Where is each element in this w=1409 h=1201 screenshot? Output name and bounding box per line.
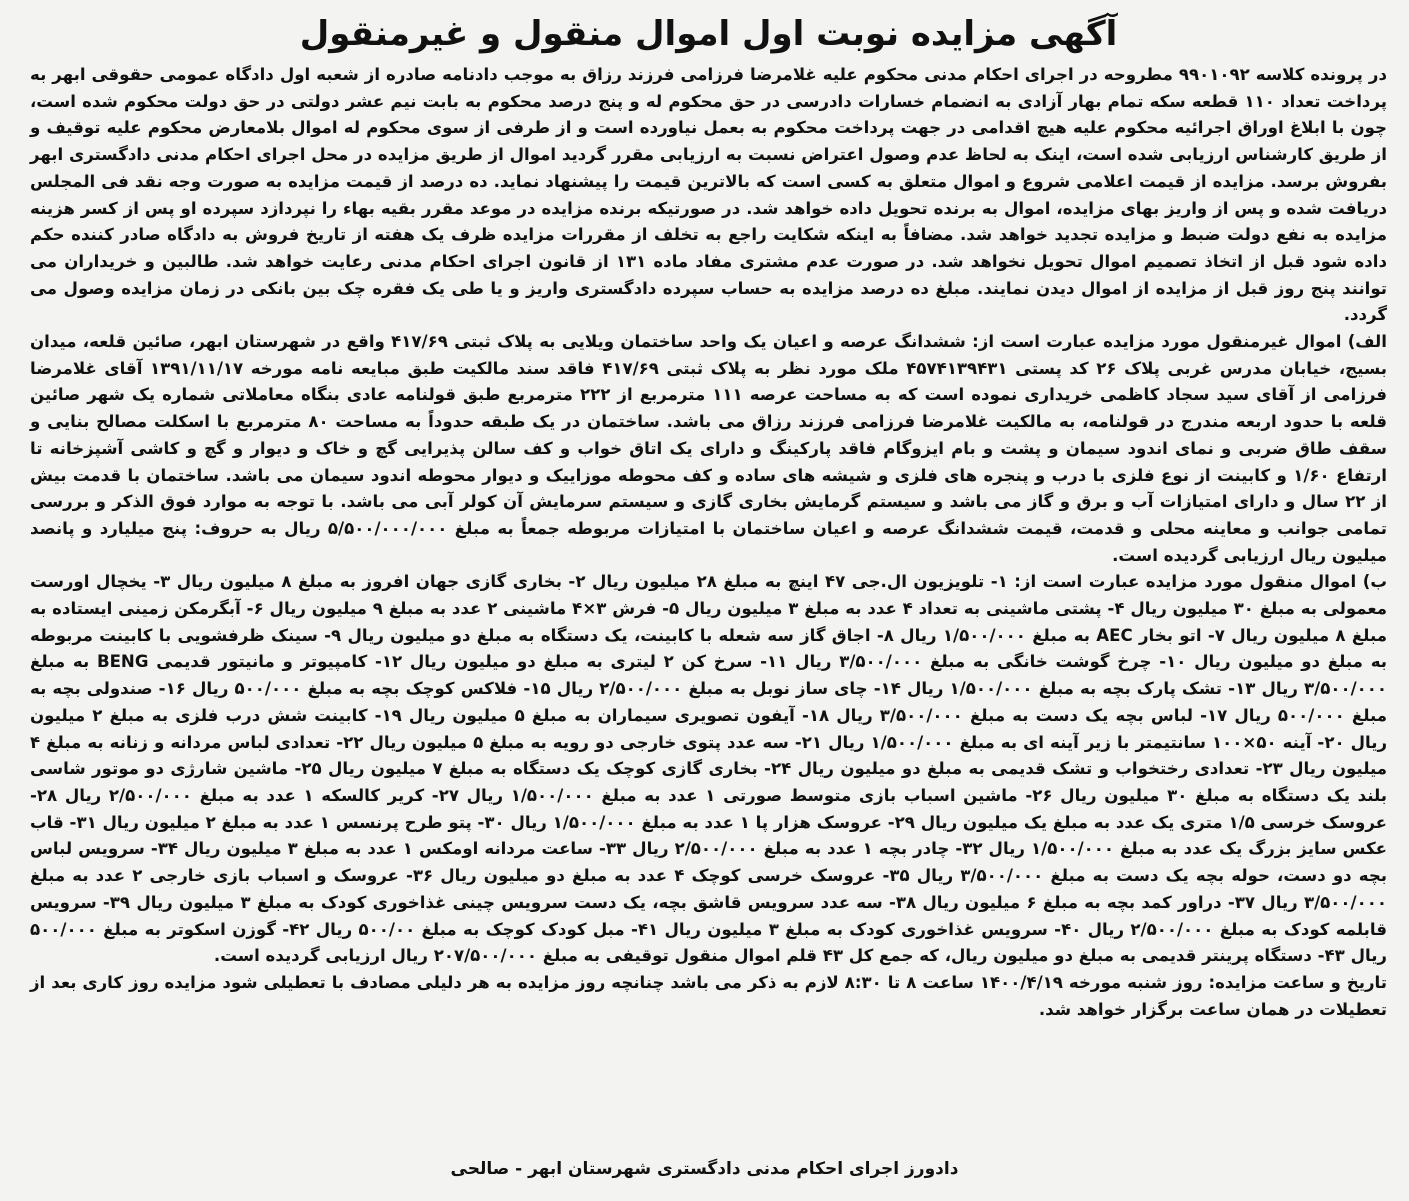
intro-paragraph <box>30 62 1387 329</box>
intro-text: در پرونده کلاسه ۹۹۰۱۰۹۲ مطروحه در اجرای احکام مدنی محکوم علیه غلامرضا فرزامی فرزند رزاق به موجب دادنامه صادره از شعبه اول دادگاه عمومی حقوقی ابهر به پرداخت تعداد ۱۱۰ قطعه سکه تمام بهار آزادی به انضمام خسارات دادرسی در حق محکوم له و پنج درصد محکوم به بابت نیم عشر دولتی در حق دولت محکوم شده است، چون با ابلاغ اوراق اجرائیه محکوم علیه هیچ اقدامی در جهت پرداخت محکوم به بعمل نیاورده است و از طرفی از سوی محکوم له اموال بلامعارض محکوم علیه توقیف و از طریق کارشناس ارزیابی شده است، اینک به لحاظ عدم وصول اعتراض نسبت به ارزیابی مقرر گردید اموال از طریق مزایده در محل اجرای احکام مدنی دادگستری ابهر بفروش برسد. مزایده از قیمت اعلامی شروع و اموال متعلق به کسی است که بالاترین قیمت را پیشنهاد نماید. ده درصد از قیمت مزایده به صورت وجه نقد فی المجلس دریافت شده و پس از واریز بهای مزایده، اموال به برنده تحویل داده خواهد شد. در صورتیکه برنده مزایده در موعد مقرر بقیه بهاء را نپردازد سپرده او پس از کسر هزینه مزایده به نفع دولت ضبط و مزایده تجدید خواهد شد. مضافاً به اینکه شکایت راجع به تخلف از مقررات مزایده ظرف یک هفته از تاریخ فروش به دادگاه صادر کننده حکم داده شود قبل از اتخاذ تصمیم اموال تحویل نخواهد شد. در صورت عدم مشتری مفاد ماده ۱۳۱ از قانون اجرای احکام مدنی رعایت خواهد شد. طالبین و خریداران می توانند پنج روز قبل از مزایده از اموال دیدن نمایند. مبلغ ده درصد مزایده به حساب سپرده دادگستری واریز و یا طی یک فقره چک بین بانکی در زمان مزایده وصول می گردد. <box>30 65 1388 325</box>
notice-title: آگهی مزایده نوبت اول اموال منقول و غیرمنقول <box>299 14 1118 54</box>
section-a-paragraph <box>30 329 1387 569</box>
section-b-paragraph <box>30 569 1387 970</box>
section-a-heading: الف) اموال غیرمنقول مورد مزایده عبارت است از: <box>972 332 1387 352</box>
section-a-text: ششدانگ عرصه و اعیان یک واحد ساختمان ویلایی به پلاک ثبتی ۴۱۷/۶۹ واقع در شهرستان ابهر، صائین قلعه، میدان بسیج، خیابان مدرس غربی پلاک ۲۶ کد پستی ۴۵۷۴۱۳۹۴۳۱ ملک مورد نظر به پلاک ثبتی ۴۱۷/۶۹ فاقد سند مالکیت طبق مبایعه نامه مورخه ۱۳۹۱/۱۱/۱۷ آقای غلامرضا فرزامی از آقای سید سجاد کاظمی خریداری نموده است که به مساحت عرصه ۱۱۱ مترمربع از ۲۲۲ مترمربع طبق قولنامه عادی بنگاه معاملاتی شماره یک شهر صائین قلعه با حدود اربعه مندرج در قولنامه، به مالکیت غلامرضا فرزامی فرزند رزاق می باشد. ساختمان در یک طبقه حدوداً به مساحت ۸۰ مترمربع با اسکلت مصالح بنایی و سقف طاق ضربی و نمای اندود سیمان و پشت و بام ایزوگام فاقد پارکینگ و دارای یک اتاق خواب و کف سالن پذیرایی گچ و خاک و دیوار و گچ و کاشی آشپزخانه تا ارتفاع ۱/۶۰ و کابینت از نوع فلزی با درب و پنجره های فلزی و شیشه های ساده و کف محوطه موزاییک و دیوار محوطه اندود سیمان می باشد. ساختمان با قدمت بیش از ۲۲ سال و دارای امتیازات آب و برق و گاز می باشد و سیستم گرمایش بخاری گازی و سیستم سرمایش آن کولر آبی می باشد. با توجه به موارد فوق الذکر و بررسی تمامی جوانب و معاینه محلی و قدمت، قیمت ششدانگ عرصه و اعیان ساختمان با امتیازات مربوطه جمعاً به مبلغ ۵/۵۰۰/۰۰۰/۰۰۰ ریال به حروف: پنج میلیارد و پانصد میلیون ریال ارزیابی گردیده است. <box>30 332 1388 565</box>
datetime-text: روز شنبه مورخه ۱۴۰۰/۴/۱۹ ساعت ۸ تا ۸:۳۰ لازم به ذکر می باشد چنانچه روز مزایده به هر دلیلی مصادف با تعطیلی شود مزایده روز کاری بعد از تعطیلات در همان ساعت برگزار خواهد شد. <box>30 972 1387 1019</box>
notice-body <box>30 62 1387 1023</box>
section-b-text: ۱- تلویزیون ال.جی ۴۷ اینچ به مبلغ ۲۸ میلیون ریال ۲- بخاری گازی جهان افروز به مبلغ ۸ میلیون ریال ۳- یخچال اورست معمولی به مبلغ ۳۰ میلیون ریال ۴- پشتی ماشینی به تعداد ۴ عدد به مبلغ ۳ میلیون ریال ۵- فرش ۳×۴ ماشینی ۲ عدد به مبلغ ۹ میلیون ریال ۶- آبگرمکن زمینی ایستاده به مبلغ ۸ میلیون ریال ۷- اتو بخار AEC به مبلغ ۱/۵۰۰/۰۰۰ ریال ۸- اجاق گاز سه شعله با کابینت، یک دستگاه به مبلغ دو میلیون ریال ۹- سینک ظرفشویی با کابینت مربوطه به مبلغ دو میلیون ریال ۱۰- چرخ گوشت خانگی به مبلغ ۳/۵۰۰/۰۰۰ ریال ۱۱- سرخ کن ۲ لیتری به مبلغ دو میلیون ریال ۱۲- کامپیوتر و مانیتور قدیمی BENG به مبلغ ۳/۵۰۰/۰۰۰ ریال ۱۳- تشک پارک بچه به مبلغ ۱/۵۰۰/۰۰۰ ریال ۱۴- چای ساز نوبل به مبلغ ۲/۵۰۰/۰۰۰ ریال ۱۵- فلاکس کوچک بچه به مبلغ ۵۰۰/۰۰۰ ریال ۱۶- صندولی بچه به مبلغ ۵۰۰/۰۰۰ ریال ۱۷- لباس بچه یک دست به مبلغ ۳/۵۰۰/۰۰۰ ریال ۱۸- آیفون تصویری سیماران به مبلغ ۵ میلیون ریال ۱۹- کابینت شش درب فلزی به مبلغ ۲ میلیون ریال ۲۰- آینه ۵۰×۱۰۰ سانتیمتر با زیر آینه ای به مبلغ ۱/۵۰۰/۰۰۰ ریال ۲۱- سه عدد پتوی خارجی دو رویه به مبلغ ۵ میلیون ریال ۲۲- تعدادی لباس مردانه و زنانه به مبلغ ۴ میلیون ریال ۲۳- تعدادی رختخواب و تشک قدیمی به مبلغ دو میلیون ریال ۲۴- بخاری گازی کوچک یک دستگاه به مبلغ ۷ میلیون ریال ۲۵- ماشین شارژی دو موتور شاسی بلند یک دستگاه به مبلغ ۳۰ میلیون ریال ۲۶- ماشین اسباب بازی متوسط صورتی ۱ عدد به مبلغ ۱/۵۰۰/۰۰۰ ریال ۲۷- کریر کالسکه ۱ عدد به مبلغ ۲/۵۰۰/۰۰۰ ریال ۲۸- عروسک خرسی ۱/۵ متری یک عدد به مبلغ یک میلیون ریال ۲۹- عروسک هزار پا ۱ عدد به مبلغ ۱/۵۰۰/۰۰۰ ریال ۳۰- پتو طرح پرنسس ۱ عدد به مبلغ ۲ میلیون ریال ۳۱- قاب عکس سایز بزرگ یک عدد به مبلغ ۱/۵۰۰/۰۰۰ ریال ۳۲- چادر بچه ۱ عدد به مبلغ ۲/۵۰۰/۰۰۰ ریال ۳۳- ساعت مردانه اومکس ۱ عدد به مبلغ ۳ میلیون ریال ۳۴- سرویس لباس بچه دو دست، حوله بچه یک دست به مبلغ ۳/۵۰۰/۰۰۰ ریال ۳۵- عروسک خرسی کوچک ۴ عدد به مبلغ دو میلیون ریال ۳۶- عروسک و اسباب بازی خارجی ۲ عدد به مبلغ ۳/۵۰۰/۰۰۰ ریال ۳۷- دراور کمد بچه به مبلغ ۶ میلیون ریال ۳۸- سه عدد سرویس قاشق بچه، یک دست سرویس چینی غذاخوری کودک به مبلغ ۳ میلیون ریال ۳۹- سرویس قابلمه کودک به مبلغ ۲/۵۰۰/۰۰۰ ریال ۴۰- سرویس غذاخوری کودک به مبلغ ۳ میلیون ریال ۴۱- مبل کودک کوچک به مبلغ ۵۰۰/۰۰ ریال ۴۲- گوزن اسکوتر به مبلغ ۵۰۰/۰۰۰ ریال ۴۳- دستگاه پرینتر قدیمی به مبلغ دو میلیون ریال، که جمع کل ۴۳ قلم اموال منقول توقیفی به مبلغ ۲۰۷/۵۰۰/۰۰۰ ریال ارزیابی گردیده است. <box>30 572 1388 966</box>
signature-line: دادورز اجرای احکام مدنی دادگستری شهرستان ابهر - صالحی <box>450 1159 959 1179</box>
datetime-heading: تاریخ و ساعت مزایده: <box>1208 972 1387 992</box>
watermark-number: ​ <box>538 423 582 556</box>
section-b-heading: ب) اموال منقول مورد مزایده عبارت است از: <box>1014 572 1387 592</box>
datetime-paragraph <box>30 970 1387 1023</box>
